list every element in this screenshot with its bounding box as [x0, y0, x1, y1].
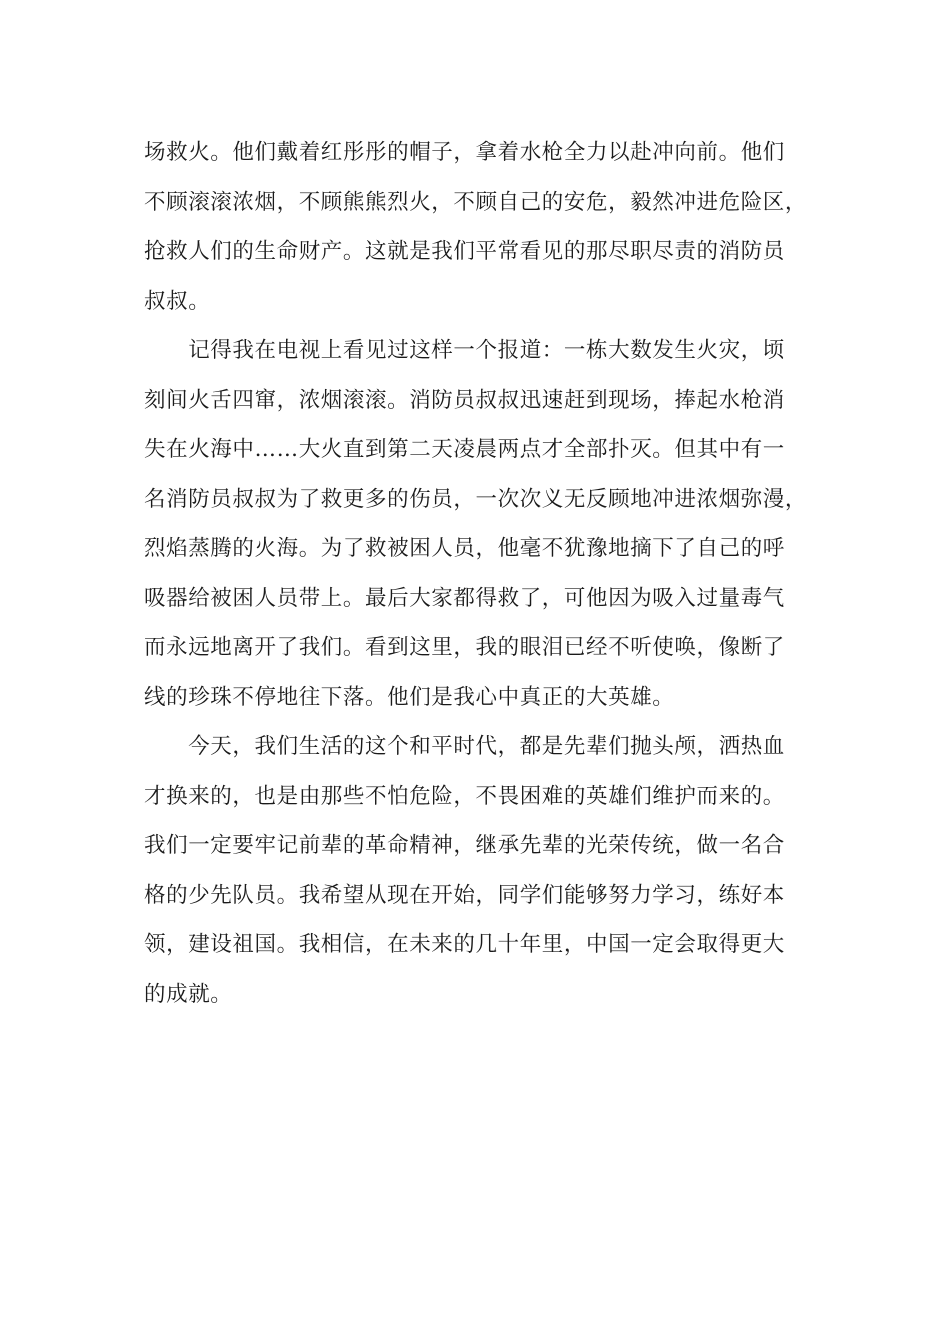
text-line: 今天，我们生活的这个和平时代，都是先辈们抛头颅，洒热血 — [144, 734, 785, 759]
text-line: 我们一定要牢记前辈的革命精神，继承先辈的光荣传统，做一名合 — [144, 833, 785, 858]
text-line: 抢救人们的生命财产。这就是我们平常看见的那尽职尽责的消防员 — [144, 239, 785, 264]
text-line: 格的少先队员。我希望从现在开始，同学们能够努力学习，练好本 — [144, 882, 785, 908]
text-line: 烈焰蒸腾的火海。为了救被困人员，他毫不犹豫地摘下了自己的呼 — [144, 536, 785, 561]
paragraph-2 — [144, 326, 808, 722]
text-line: 领，建设祖国。我相信，在未来的几十年里，中国一定会取得更大 — [144, 932, 785, 957]
text-line: 刻间火舌四窜，浓烟滚滚。消防员叔叔迅速赶到现场，捧起水枪消 — [144, 387, 785, 413]
text-line: 的成就。 — [144, 981, 233, 1007]
text-line: 吸器给被困人员带上。最后大家都得救了，可他因为吸入过量毒气 — [144, 585, 785, 611]
text-line: 而永远地离开了我们。看到这里，我的眼泪已经不听使唤，像断了 — [144, 635, 785, 660]
text-line: 叔叔。 — [144, 288, 211, 314]
text-line: 不顾滚滚浓烟，不顾熊熊烈火，不顾自己的安危，毅然冲进危险区， — [144, 189, 808, 215]
text-line: 线的珍珠不停地往下落。他们是我心中真正的大英雄。 — [144, 684, 675, 710]
text-line: 记得我在电视上看见过这样一个报道：一栋大数发生火灾，顷 — [144, 338, 785, 363]
text-line: 场救火。他们戴着红彤彤的帽子，拿着水枪全力以赴冲向前。他们 — [144, 140, 785, 165]
text-line: 失在火海中……大火直到第二天凌晨两点才全部扑灭。但其中有一 — [144, 437, 785, 462]
paragraph-1 — [144, 128, 808, 326]
text-line: 名消防员叔叔为了救更多的伤员，一次次义无反顾地冲进浓烟弥漫， — [144, 486, 808, 512]
essay-body — [144, 128, 808, 1019]
paragraph-3 — [144, 722, 808, 1019]
text-line: 才换来的，也是由那些不怕危险，不畏困难的英雄们维护而来的。 — [144, 783, 785, 809]
